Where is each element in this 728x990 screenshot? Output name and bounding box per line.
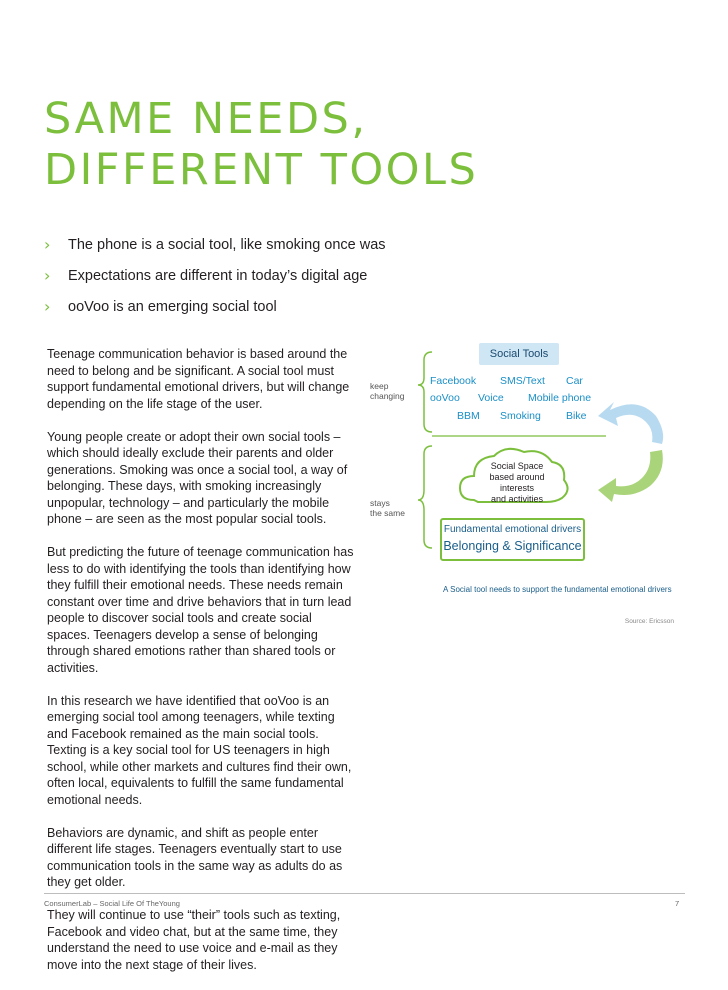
title-line-1: SAME NEEDS, (44, 94, 368, 144)
tool-mobile-phone: Mobile phone (528, 392, 592, 404)
footer-divider (44, 893, 685, 894)
drivers-value: Belonging & Significance (443, 539, 582, 553)
key-points-list (44, 236, 386, 329)
tool-bike: Bike (566, 410, 587, 422)
chevron-right-icon: › (44, 297, 51, 316)
paragraph: Behaviors are dynamic, and shift as people enter different life stages. Teenagers eventually start to use communication tools in the same way as adults do as they get older. (47, 825, 343, 889)
tool-sms-text: SMS/Text (500, 375, 545, 387)
paragraph: Teenage communication behavior is based around the need to belong and be significant. A social tool must support fundamental emotional drivers, but will change depending on the life stage of the user. (47, 347, 350, 411)
stays-the-same-brace (418, 446, 432, 548)
key-point (44, 267, 386, 298)
source-note: Source: Ericsson (624, 618, 674, 625)
cloud-line: based around (489, 472, 545, 482)
paragraph: But predicting the future of teenage communication has less to do with identifying the tools than identifying how they fulfill their emotional needs. These needs remain constant over time and drive behaviors that in turn lead people to discover social tools and create social spaces. Teenagers develop a sense of belonging through shared emotions rather than shared tools or activities. (47, 545, 354, 675)
key-point (44, 236, 386, 267)
key-point-text: The phone is a social tool, like smoking once was (68, 237, 386, 253)
bottom-arrow-icon (598, 450, 663, 502)
key-point (44, 298, 386, 329)
paragraph: They will continue to use “their” tools such as texting, Facebook and video chat, but at the same time, they understand the need to use voice and e-mail as they move into the next stage of their lives. (47, 908, 341, 972)
key-point-text: ooVoo is an emerging social tool (68, 299, 277, 315)
paragraph: Young people create or adopt their own social tools – which should ideally exclude their parents and older generations. Smoking was once a social tool, a way of belonging. These days, with smoking increasingly unpopular, technology – and particularly the mobile phone – are seen as the most popular social tools. (47, 429, 348, 526)
tool-bbm: BBM (457, 410, 480, 422)
tool-facebook: Facebook (430, 375, 477, 387)
diagram-caption: A Social tool needs to support the fundamental emotional drivers (443, 585, 672, 594)
footer-title: ConsumerLab – Social Life Of TheYoung (44, 899, 180, 908)
the-same-label: the same (370, 508, 405, 518)
cloud-line: interests (499, 483, 534, 493)
social-tools-diagram (366, 340, 696, 600)
cloud-line: Social Space (490, 461, 544, 471)
tool-voice: Voice (478, 392, 504, 404)
chevron-right-icon: › (44, 235, 51, 254)
title-line-2: DIFFERENT TOOLS (44, 145, 479, 195)
emotional-drivers-box (440, 518, 585, 561)
drivers-heading: Fundamental emotional drivers (443, 524, 582, 535)
key-point-text: Expectations are different in today’s digital age (68, 268, 368, 284)
changing-label: changing (370, 391, 405, 401)
paragraph: In this research we have identified that ooVoo is an emerging social tool among teenagers, while texting and Facebook remained as the main social tools. Texting is a key social tool for US teenagers in high school, while other markets and cultures find their own, often local, equivalents to fulfill the same fundamental emotional needs. (47, 693, 352, 807)
tool-oovoo: ooVoo (430, 392, 460, 404)
top-arrow-icon (598, 402, 663, 444)
social-tools-label: Social Tools (479, 343, 559, 365)
keep-label: keep (370, 381, 389, 391)
social-space-text (481, 461, 553, 505)
stays-label: stays (370, 498, 390, 508)
tool-car: Car (566, 375, 583, 387)
cloud-line: and activities (490, 494, 544, 504)
chevron-right-icon: › (44, 266, 51, 285)
page-number: 7 (675, 899, 680, 908)
page-title (44, 94, 478, 196)
tool-smoking: Smoking (500, 410, 541, 422)
